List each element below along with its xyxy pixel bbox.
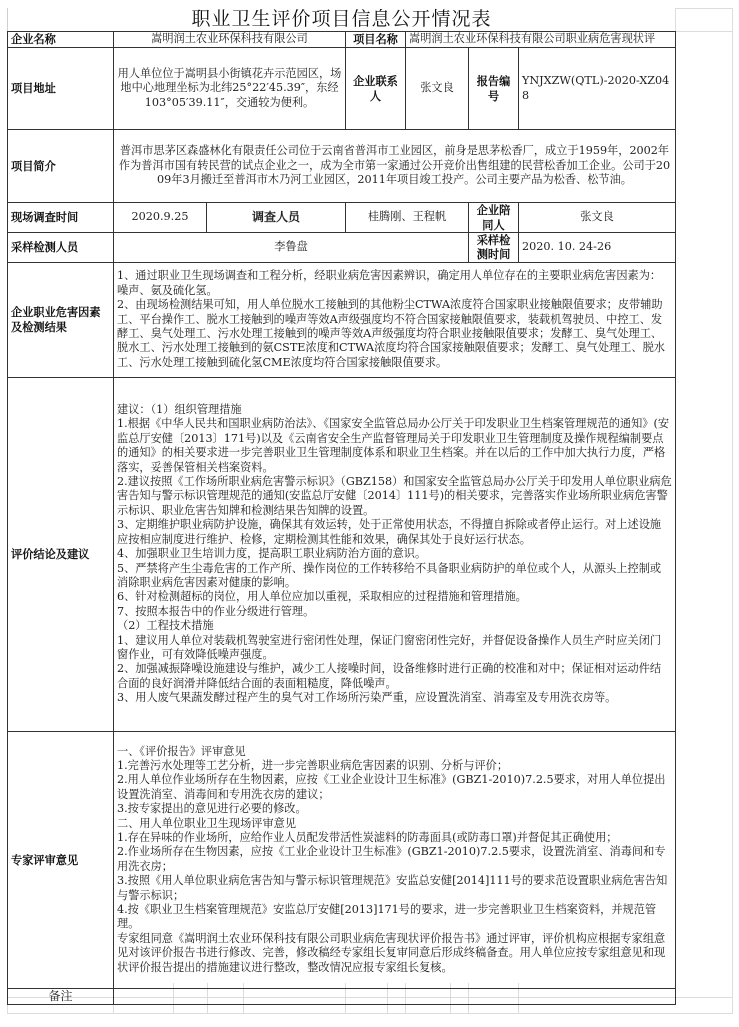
info-table xyxy=(7,31,676,1005)
info-disclosure-sheet xyxy=(7,8,675,1005)
expert-line: 二、用人单位职业卫生现场评审意见 xyxy=(117,816,297,830)
value-company-name[interactable]: 嵩明润土农业环保科技有限公司 xyxy=(114,32,346,48)
label-company-name: 企业名称 xyxy=(8,32,114,48)
label-hazards-results: 企业职业危害因素及检测结果 xyxy=(8,262,114,377)
label-conclusion: 评价结论及建议 xyxy=(8,377,114,731)
value-sampling-staff[interactable]: 李鲁盘 xyxy=(114,233,469,263)
label-company-escort: 企业陪同人 xyxy=(469,203,519,233)
value-project-name[interactable]: 嵩明润土农业环保科技有限公司职业病危害现状评 xyxy=(406,32,676,48)
survey-split-cell xyxy=(114,203,346,233)
conclusion-line: 2、加强减振降噪设施建设与维护，减少工人接噪时间，设备维修时进行正确的校准和对中；保证相对运动件结合面的良好润滑并降低结合面的表面粗糙度，降低噪声。 xyxy=(117,662,662,690)
value-company-contact[interactable]: 张文良 xyxy=(406,48,469,130)
conclusion-line: 5、严禁将产生尘毒危害的工作产所、操作岗位的工作转移给不具备职业病防护的单位或个人，从源头上控制或消除职业病危害因素对健康的影响。 xyxy=(117,561,662,589)
label-expert-opinion: 专家评审意见 xyxy=(8,731,114,988)
hazard-paragraph: 1、通过职业卫生现场调查和工程分析，经职业病危害因素辨识，确定用人单位存在的主要职业病危害因素为：噪声、氨及硫化氢。 xyxy=(117,269,662,297)
row-conclusion xyxy=(8,377,676,731)
expert-line: 专家组同意《嵩明润土农业环保科技有限公司职业病危害现状评价报告书》通过评审，评价机构应根据专家组意见对该评价报告书进行修改、完善，修改稿经专家组长复审同意后形成终稿备查。用人单位应按专家组意见和现状评价报告提出的措施建议进行整改，整改情况应报专家组长复核。 xyxy=(117,931,666,974)
expert-line: 一、《评价报告》评审意见 xyxy=(117,744,246,758)
label-surveyors: 调查人员 xyxy=(251,210,300,225)
label-remarks: 备注 xyxy=(8,988,114,1004)
conclusion-line: 1.根据《中华人民共和国职业病防治法》、《国家安全监管总局办公厅关于印发职业卫生档案管理规范的通知》(安监总厅安健〔2013〕171号)以及《云南省安全生产监督管理局关于印发职业卫生管理制度及操作规程编制要点的通知》的相关要求进一步完善职业卫生管理制度体系和职业卫生档案。并在以后的工作中加大执行力度，严格落实，妥善保管相关档案资料。 xyxy=(117,417,670,474)
conclusion-line: 7、按照本报告中的作业分级进行管理。 xyxy=(117,604,315,618)
expert-line: 3.按专家提出的意见进行必要的修改。 xyxy=(117,802,307,816)
expert-line: 3.按照《用人单位职业病危害告知与警示标识管理规范》安监总安健[2014]111号的要求范设置职业病危害告知与警示标识； xyxy=(117,874,668,902)
label-project-name: 项目名称 xyxy=(346,32,406,48)
label-sampling-staff: 采样检测人员 xyxy=(8,233,114,263)
value-company-escort[interactable]: 张文良 xyxy=(519,203,676,233)
value-remarks[interactable] xyxy=(114,988,676,1004)
conclusion-line: 1、建议用人单位对装载机驾驶室进行密闭性处理，保证门窗密闭性完好，并督促设备操作人员生产时应关闭门窗作业，可有效降低噪声强度。 xyxy=(117,633,662,661)
row-intro xyxy=(8,130,676,203)
hazard-paragraph: 2、由现场检测结果可知，用人单位脱水工接触到的其他粉尘CTWA浓度符合国家职业接触限值要求；皮带辅助工、平台操作工、脱水工接触到的噪声等效A声级强度均不符合国家接触限值要求，装载机驾驶员、中控工、发酵工、臭气处理工、污水处理工接触到的噪声等效A声级强度均符合职业接触限值要求；发酵工、臭气处理工、脱水工、污水处理工接触到的氨CSTE浓度和CTWA浓度均符合国家接触限值要求；发酵工、臭气处理工、脱水工、污水处理工接触到硫化氢CME浓度均符合国家接触限值要求。 xyxy=(117,298,665,369)
conclusion-line: 4、加强职业卫生培训力度，提高职工职业病防治方面的意识。 xyxy=(117,547,427,561)
conclusion-line: 2.建议按照《工作场所职业病危害警示标识》（GBZ158）和国家安全监管总局办公厅关于印发用人单位职业病危害告知与警示标识管理规范的通知(安监总厅安健〔2014〕111号)的相关要求，完善落实作业场所职业病危害警示标识、职业危害告知牌和检测结果告知牌的设置。 xyxy=(117,475,672,517)
conclusion-line: 3、用人废气果蔬发酵过程产生的臭气对工作场所污染严重，应设置洗消室、消毒室及专用洗衣房等。 xyxy=(117,691,617,705)
conclusion-line: （2）工程技术措施 xyxy=(117,619,214,633)
expert-line: 2.用人单位作业场所存在生物因素，应按《工业企业设计卫生标准》(GBZ1-2010)7.2.5要求，对用人单位提出设置洗消室、消毒间和专用洗衣房的建议； xyxy=(117,773,666,801)
label-project-address: 项目地址 xyxy=(8,48,114,130)
value-hazards-results[interactable] xyxy=(114,262,676,377)
value-expert-opinion[interactable] xyxy=(114,731,676,988)
value-surveyors[interactable]: 桂腾刚、王程帆 xyxy=(346,203,469,233)
row-expert xyxy=(8,731,676,988)
conclusion-line: 建议：（1）组织管理措施 xyxy=(117,403,242,417)
value-conclusion[interactable] xyxy=(114,377,676,731)
value-sampling-time[interactable]: 2020. 10. 24-26 xyxy=(519,233,676,263)
conclusion-line: 3、定期维护职业病防护设施，确保其有效运转，处于正常使用状态，不得擅自拆除或者停止运行。对上述设施应按相应制度进行维护、检修，定期检测其性能和效果，确保其处于良好运行状态。 xyxy=(117,518,662,546)
row-sampling xyxy=(8,233,676,263)
label-survey-time: 现场调查时间 xyxy=(8,203,114,233)
label-project-intro: 项目简介 xyxy=(8,130,114,203)
expert-line: 1.完善污水处理等工艺分析，进一步完善职业病危害因素的识别、分析与评价； xyxy=(117,758,509,772)
row-company xyxy=(8,32,676,48)
row-hazards xyxy=(8,262,676,377)
row-address xyxy=(8,48,676,130)
label-sampling-time: 采样检测时间 xyxy=(469,233,519,263)
expert-line: 2.作业场所存在生物因素，应按《工业企业设计卫生标准》(GBZ1-2010)7.2.5要求，设置洗消室、消毒间和专用洗衣房； xyxy=(117,845,666,873)
expert-line: 1.存在异味的作业场所，应给作业人员配发带活性炭滤料的防毒面具(或防毒口罩)并督促其正确使用； xyxy=(117,831,618,844)
conclusion-line: 6、针对检测超标的岗位，用人单位应加以重视，采取相应的过程措施和管理措施。 xyxy=(117,590,527,604)
row-survey xyxy=(8,203,676,233)
row-remarks xyxy=(8,988,676,1004)
value-survey-time[interactable]: 2020.9.25 xyxy=(114,203,207,232)
label-company-contact: 企业联系人 xyxy=(346,48,406,130)
page-title: 职业卫生评价项目信息公开情况表 xyxy=(7,8,675,31)
value-project-address[interactable]: 用人单位位于嵩明县小街镇花卉示范园区，场地中心地理坐标为北纬25°22′45.39″，东经103°05′39.11″，交通较为便利。 xyxy=(114,48,346,130)
expert-line: 4.按《职业卫生档案管理规范》安监总厅安健[2013]171号的要求，进一步完善职业卫生档案资料，并规范管理。 xyxy=(117,903,657,931)
label-report-no: 报告编号 xyxy=(469,48,519,130)
value-report-no[interactable]: YNJXZW(QTL)-2020-XZ048 xyxy=(519,48,676,130)
value-project-intro[interactable]: 普洱市思茅区森盛林化有限责任公司位于云南省普洱市工业园区，前身是思茅松香厂，成立于1959年，2002年作为普洱市国有转民营的试点企业之一，成为全市第一家通过公开竞价出售组建的民营松香加工企业。公司于2009年3月搬迁至普洱市木乃河工业园区，2011年项目竣工投产。公司主要产品为松香、松节油。 xyxy=(114,130,676,203)
